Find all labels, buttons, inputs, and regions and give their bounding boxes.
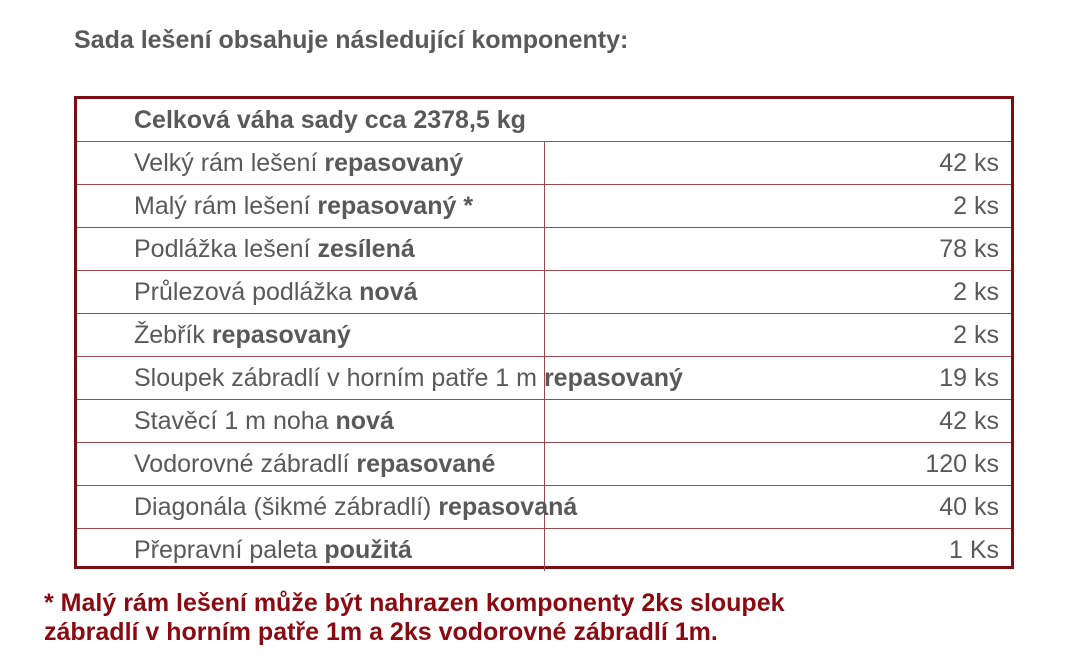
component-quantity: 2 ks	[544, 314, 1011, 357]
component-name: Stavěcí 1 m noha	[134, 406, 329, 435]
table-row	[77, 142, 1011, 185]
component-name: Průlezová podlážka	[134, 277, 353, 306]
component-name: Podlážka lešení	[134, 234, 311, 263]
table-row	[77, 443, 1011, 486]
component-name-cell	[77, 443, 544, 486]
component-condition: repasovaná	[438, 492, 578, 521]
table-row	[77, 314, 1011, 357]
table-row	[77, 228, 1011, 271]
component-name: Sloupek zábradlí v horním patře 1 m	[134, 363, 537, 392]
total-weight-label: Celková váha sady cca 2378,5 kg	[77, 99, 1011, 142]
component-quantity: 2 ks	[544, 271, 1011, 314]
page-heading: Sada lešení obsahuje následující komponenty:	[74, 26, 629, 54]
components-table	[77, 99, 1011, 571]
component-name: Diagonála (šikmé zábradlí)	[134, 492, 432, 521]
footnote	[44, 589, 785, 647]
table-row	[77, 400, 1011, 443]
component-quantity: 19 ks	[544, 357, 1011, 400]
component-condition: repasovaný *	[317, 191, 474, 220]
component-quantity: 1 Ks	[544, 529, 1011, 572]
component-condition: repasovaný	[211, 320, 351, 349]
component-quantity: 120 ks	[544, 443, 1011, 486]
component-condition: zesílená	[317, 234, 415, 263]
table-row	[77, 271, 1011, 314]
component-name-cell	[77, 486, 578, 529]
component-quantity: 42 ks	[544, 142, 1011, 185]
table-row	[77, 529, 1011, 572]
component-quantity: 40 ks	[544, 486, 1011, 529]
footnote-line-2: zábradlí v horním patře 1m a 2ks vodorovné zábradlí 1m.	[44, 618, 718, 646]
component-condition: repasovaný	[324, 148, 464, 177]
component-condition: repasované	[356, 449, 496, 478]
component-name-cell	[77, 142, 544, 185]
component-quantity: 42 ks	[544, 400, 1011, 443]
component-name: Žebřík	[134, 320, 205, 349]
component-condition: nová	[335, 406, 394, 435]
component-name-cell	[77, 185, 544, 228]
table-row	[77, 486, 1011, 529]
component-name-cell	[77, 400, 544, 443]
component-condition: nová	[359, 277, 418, 306]
component-name-cell	[77, 271, 544, 314]
component-name: Vodorovné zábradlí	[134, 449, 350, 478]
table-row	[77, 185, 1011, 228]
components-table-frame	[74, 96, 1014, 569]
component-quantity: 2 ks	[544, 185, 1011, 228]
component-name-cell	[77, 357, 683, 400]
footnote-line-1: * Malý rám lešení může být nahrazen komponenty 2ks sloupek	[44, 589, 785, 617]
table-row	[77, 357, 1011, 400]
component-name: Přepravní paleta	[134, 535, 318, 564]
component-name: Velký rám lešení	[134, 148, 318, 177]
component-name-cell	[77, 314, 544, 357]
component-condition: repasovaný	[543, 363, 683, 392]
component-name-cell	[77, 529, 544, 572]
component-condition: použitá	[324, 535, 412, 564]
component-quantity: 78 ks	[544, 228, 1011, 271]
component-name: Malý rám lešení	[134, 191, 311, 220]
total-weight-row	[77, 99, 1011, 142]
component-name-cell	[77, 228, 544, 271]
